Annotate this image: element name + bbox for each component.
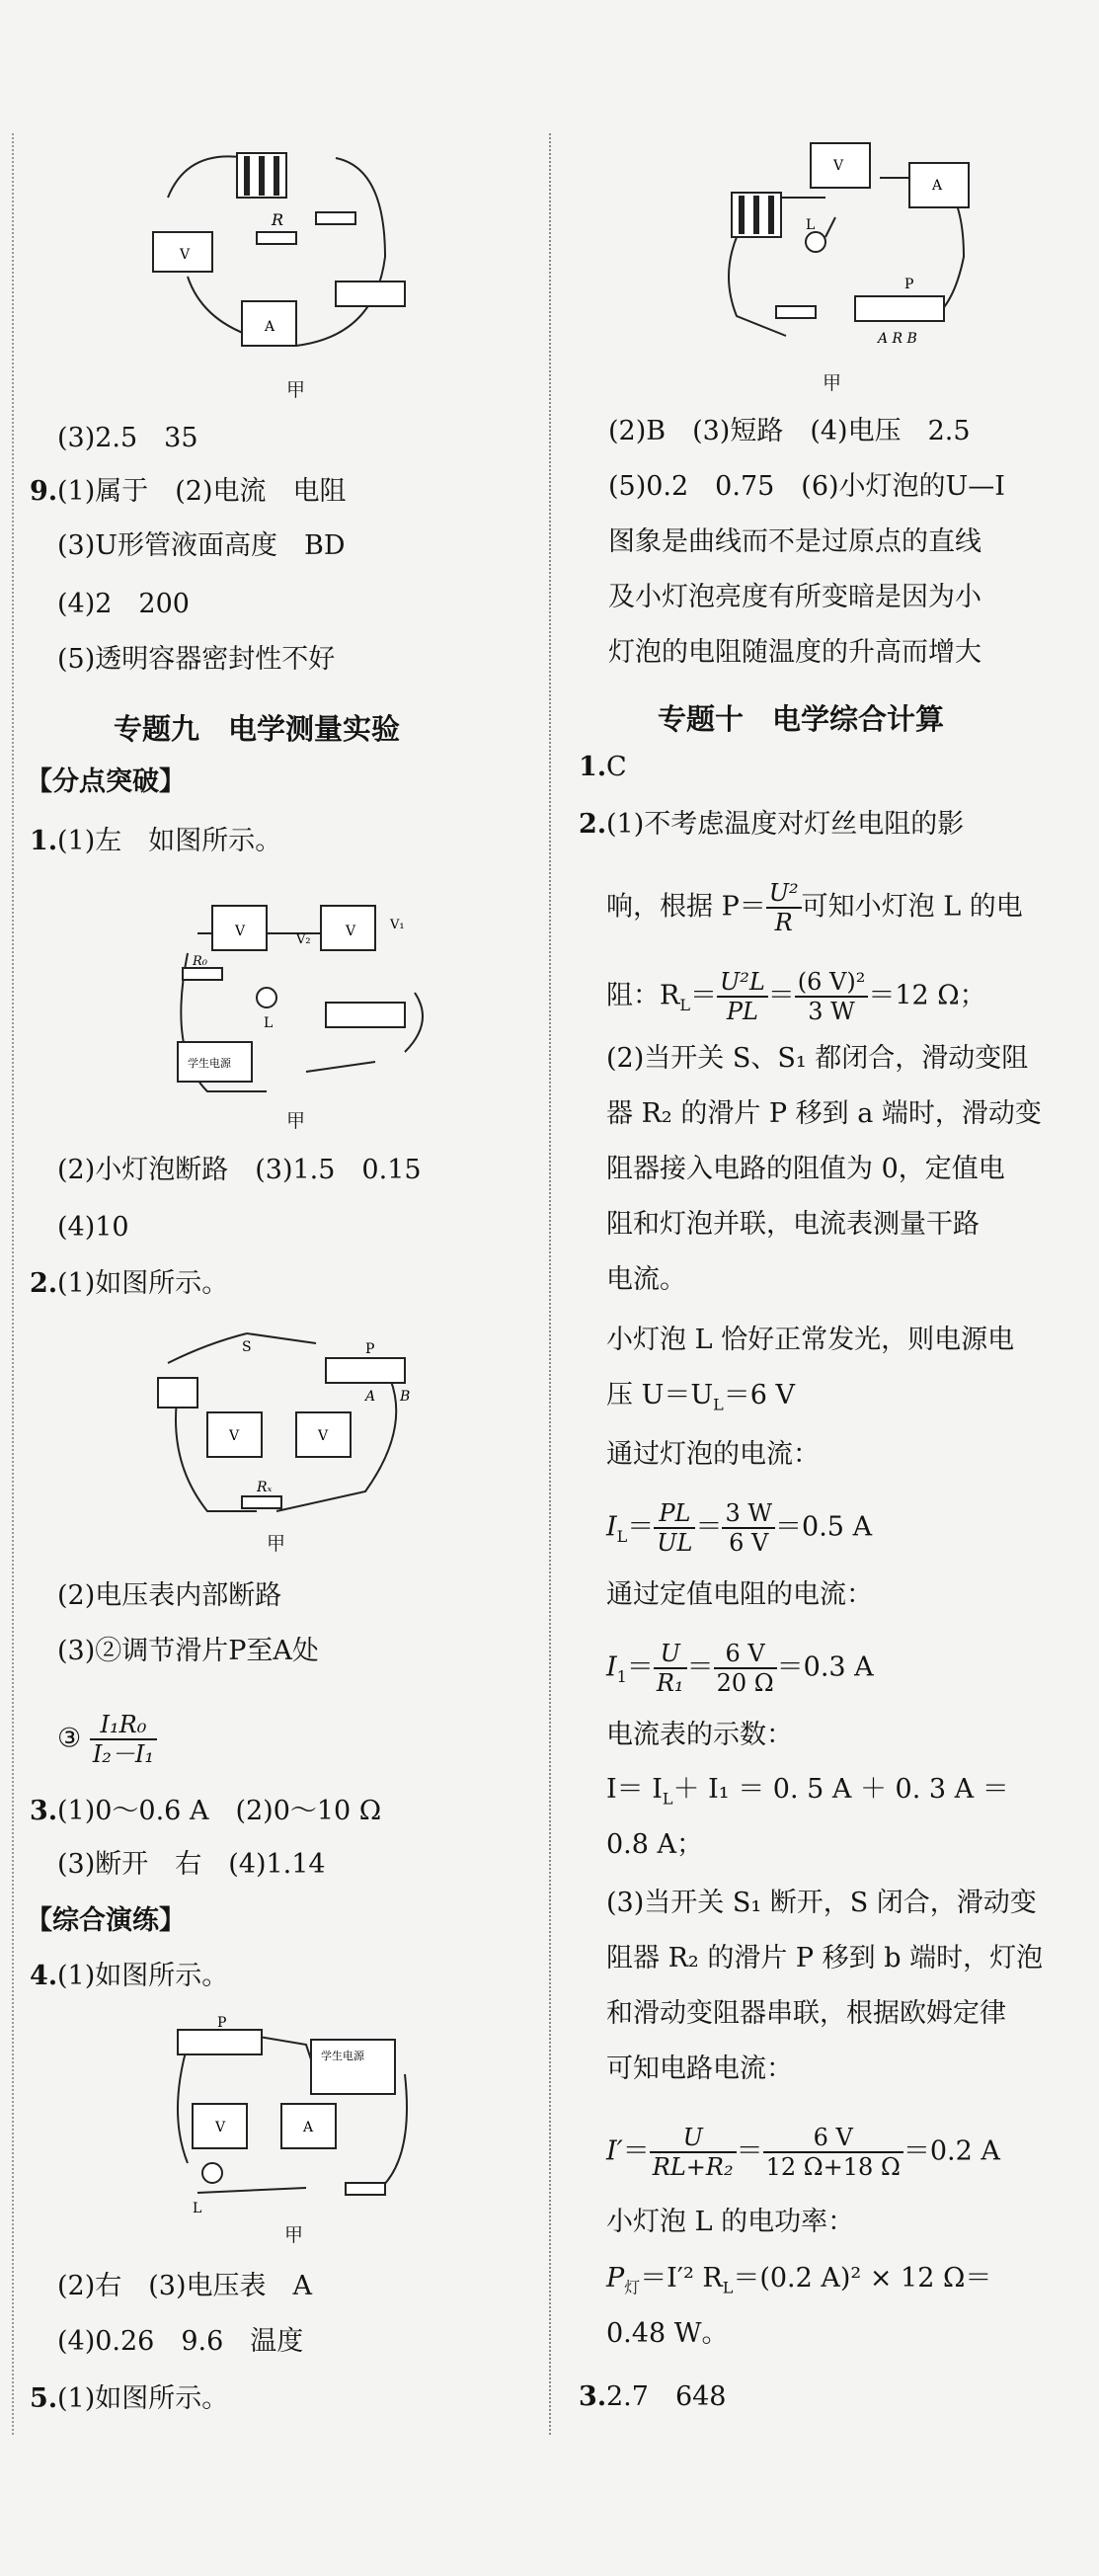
calc-line-12: $I_L=$ $\frac{PL}{UL}$ ＝ $\frac{3 W}{6 V}$ ＝0.5 A: [606, 1499, 873, 1557]
ans-r5: 灯泡的电阻随温度的升高而增大: [608, 637, 981, 668]
ans-9-num: 9.: [30, 476, 58, 507]
fig1-r-label: R: [272, 210, 284, 229]
q5-ans: (1)如图所示。: [57, 2383, 229, 2414]
fig2-v-label: V: [235, 924, 246, 939]
section-heading-9: 专题九 电学测量实验: [114, 712, 401, 746]
fig5-v-label: V: [833, 158, 844, 174]
calc-line-19: 阻器 R₂ 的滑片 P 移到 b 端时，灯泡: [606, 1943, 1044, 1973]
ans-9-1: (1)属于 (2)电流 电阻: [57, 476, 347, 507]
circuit-figure-1: [148, 138, 434, 375]
calc-line-24: $P_灯=I'^2$ $R_L=(0.2$ A)² × 12 Ω＝: [606, 2263, 992, 2297]
frac-i1-2: $\frac{6 V}{20 \Omega}$: [714, 1640, 777, 1697]
fig3-p-label: P: [365, 1341, 375, 1357]
fig3-rx-label: Rₓ: [257, 1480, 273, 1495]
column-divider: [549, 133, 551, 2435]
q3-ans-3: (3)断开 右 (4)1.14: [57, 1849, 326, 1880]
subheading-fendian: 【分点突破】: [26, 766, 186, 797]
left-margin-dots: [12, 133, 14, 2435]
fig4-l-label: L: [193, 2201, 202, 2216]
ans-r1: (2)B (3)短路 (4)电压 2.5: [608, 416, 971, 446]
fig2-supply-label: 学生电源: [188, 1057, 231, 1070]
calc-line-4: (2)当开关 S、S₁ 都闭合，滑动变阻: [606, 1043, 1029, 1074]
calc-q1-num: 1.: [579, 752, 607, 782]
circuit-figure-5: [707, 138, 993, 365]
q4-num: 4.: [30, 1961, 58, 1991]
fig4-v-label: V: [215, 2120, 226, 2135]
q5-num: 5.: [30, 2383, 58, 2414]
frac-ip: $\frac{U}{\text{RL+R₂}}$: [650, 2124, 737, 2181]
ans-9-3: (3)U形管液面高度 BD: [57, 530, 346, 561]
fig4-a-label: A: [303, 2120, 314, 2135]
fig1-v-label: V: [180, 247, 191, 263]
q2-ans-circle3: [57, 1711, 157, 1768]
calc-line-10: 压 $U=U_L=6$ V: [606, 1380, 795, 1414]
calc-line-9: 小灯泡 L 恰好正常发光，则电源电: [606, 1325, 1015, 1355]
fig1-caption: 甲: [286, 379, 306, 401]
frac-rl: $\frac{\text{U²L}}{PL}$: [717, 968, 768, 1025]
q4-ans-4: (4)0.26 9.6 温度: [57, 2326, 304, 2357]
calc-line-18: (3)当开关 S₁ 断开，S 闭合，滑动变: [606, 1888, 1037, 1918]
calc-q3-num: 3.: [579, 2381, 607, 2412]
circuit-figure-4: [168, 2015, 434, 2227]
fig3-a-label: A: [365, 1389, 376, 1405]
ans-9-5: (5)透明容器密封性不好: [57, 644, 336, 675]
calc-line-6: 阻器接入电路的阻值为 0，定值电: [606, 1154, 1005, 1184]
frac-rl-2: $\frac{\text{(6 V)²}}{3 W}$: [795, 968, 869, 1025]
calc-line-3: 阻：$R_L=$ $\frac{\text{U²L}}{PL}$ ＝ $\frac{\text{(6 V)²}}{3 W}$ ＝12 Ω；: [606, 968, 986, 1025]
q3-ans: (1)0～0.6 A (2)0～10 Ω: [57, 1796, 382, 1826]
fig5-arb-label: A R B: [878, 331, 917, 347]
calc-q2-num: 2.: [579, 809, 607, 840]
fig3-v-label-b: V: [318, 1428, 329, 1444]
calc-line-14: $I_1=$ $\frac{U}{\text{R₁}}$ ＝ $\frac{6 V}{20 \Omega}$ ＝0.3 A: [606, 1640, 874, 1697]
fig3-caption: 甲: [267, 1533, 286, 1555]
calc-line-25: 0.48 W。: [606, 2318, 729, 2349]
section-heading-10: 专题十 电学综合计算: [658, 702, 945, 736]
fig3-b-label: B: [400, 1389, 411, 1405]
fig2-r0-label: R₀: [193, 954, 207, 969]
fig2-v2-label: V₂: [296, 932, 311, 947]
ans-8-3: (3)2.5 35: [57, 423, 198, 453]
calc-line-23: 小灯泡 L 的电功率：: [606, 2207, 855, 2237]
q4-ans: (1)如图所示。: [57, 1961, 229, 1991]
calc-line-8: 电流。: [606, 1264, 686, 1295]
calc-line-15: 电流表的示数：: [606, 1720, 793, 1750]
fig4-p-label: P: [217, 2015, 227, 2031]
fig2-v-label-b: V: [346, 924, 356, 939]
circuit-figure-2: [148, 894, 434, 1116]
calc-line-1: (1)不考虑温度对灯丝电阻的影: [606, 809, 965, 840]
ans-9-4: (4)2 200: [57, 589, 190, 619]
frac-il: $\frac{PL}{UL}$: [654, 1499, 695, 1557]
calc-line-2: 响，根据 P＝ $\frac{\text{U²}}{R}$ 可知小灯泡 L 的电: [606, 879, 1023, 936]
fig1-a-label: A: [265, 319, 275, 335]
q1-ans-4: (4)10: [57, 1212, 129, 1243]
ans-r2: (5)0.2 0.75 (6)小灯泡的U—I: [608, 471, 1005, 502]
q1-ans: (1)左 如图所示。: [57, 826, 282, 856]
fig5-l-label: L: [806, 217, 816, 233]
q2-num: 2.: [30, 1268, 58, 1299]
q2-ans-3: (3)②调节滑片P至A处: [57, 1636, 319, 1666]
fig3-s-label: S: [242, 1339, 252, 1355]
frac-il-2: $\frac{3 W}{6 V}$: [722, 1499, 775, 1557]
q3-num: 3.: [30, 1796, 58, 1826]
q1-num: 1.: [30, 826, 58, 856]
calc-q1-ans: C: [606, 752, 627, 782]
fig5-p-label: P: [904, 277, 914, 292]
frac-ip-2: $\frac{6 V}{12 \Omega+18 \Omega}$: [763, 2124, 903, 2181]
calc-line-13: 通过定值电阻的电流：: [606, 1579, 873, 1610]
q2-circle3-mark: ③: [57, 1723, 82, 1754]
calc-q3-ans: 2.7 648: [606, 2381, 727, 2412]
ans-r3: 图象是曲线而不是过原点的直线: [608, 526, 981, 557]
calc-line-5: 器 R₂ 的滑片 P 移到 a 端时，滑动变: [606, 1098, 1042, 1129]
q2-fraction: $\frac{\text{I₁R₀}}{\text{I₂－I₁}}$: [90, 1711, 157, 1768]
fig2-l-label: L: [264, 1015, 274, 1031]
calc-line-16: $I= I_L+ I_1 = 0$. 5 A ＋ 0. 3 A ＝: [606, 1774, 1009, 1809]
fig4-supply-label: 学生电源: [321, 2050, 364, 2062]
calc-line-7: 阻和灯泡并联，电流表测量干路: [606, 1209, 980, 1240]
calc-line-22: I′＝ $\frac{U}{\text{RL+R₂}}$ ＝ $\frac{6 V}{12 \Omega+18 \Omega}$ ＝0.2 A: [606, 2124, 1000, 2181]
calc-line-11: 通过灯泡的电流：: [606, 1439, 820, 1470]
frac-p: $\frac{\text{U²}}{R}$: [766, 879, 802, 936]
fig2-caption: 甲: [286, 1110, 306, 1132]
calc-line-21: 可知电路电流：: [606, 2053, 793, 2084]
calc-line-17: 0.8 A；: [606, 1829, 704, 1860]
fig5-a-label: A: [932, 178, 943, 194]
calc-line-20: 和滑动变阻器串联，根据欧姆定律: [606, 1998, 1006, 2029]
fig2-v1-label: V₁: [390, 918, 405, 932]
q4-ans-2: (2)右 (3)电压表 A: [57, 2271, 312, 2301]
fig3-v-label: V: [229, 1428, 240, 1444]
circuit-figure-3: [148, 1324, 434, 1531]
ans-r4: 及小灯泡亮度有所变暗是因为小: [608, 582, 981, 612]
q1-ans-2: (2)小灯泡断路 (3)1.5 0.15: [57, 1155, 422, 1185]
fig5-caption: 甲: [823, 372, 842, 394]
q2-ans: (1)如图所示。: [57, 1268, 229, 1299]
fig4-caption: 甲: [284, 2224, 304, 2246]
q2-ans-2: (2)电压表内部断路: [57, 1580, 282, 1611]
subheading-zonghe: 【综合演练】: [26, 1905, 186, 1936]
frac-i1: $\frac{U}{\text{R₁}}$: [654, 1640, 687, 1697]
